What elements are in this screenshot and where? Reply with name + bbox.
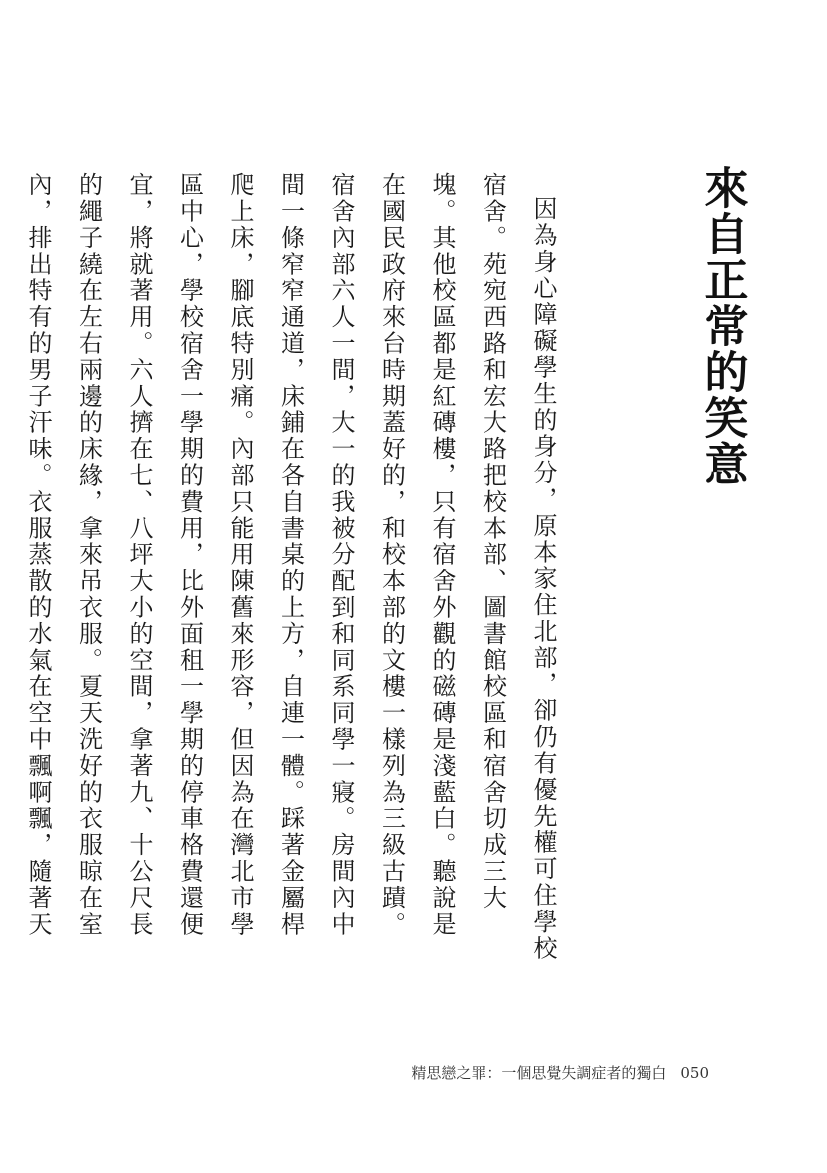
- running-footer-book-title: 精思戀之罪：一個思覺失調症者的獨白: [411, 1064, 667, 1082]
- page-footer: [411, 1062, 709, 1083]
- paragraph: 因為身心障礙學生的身分，原本家住北部，卻仍有優先權可住學校宿舍。苑宛西路和宏大路把校本部、圖書館校區和宿舍切成三大塊。其他校區都是紅磚樓，只有宿舍外觀的磁磚是淺藍白。聽說是在國民政府來台時期蓋好的，和校本部的文樓一樣列為三級古蹟。宿舍內部六人一間，大一的我被分配到和同系同學一寢。房間內中間一條窄窄通道，床鋪在各自書桌的上方，自連一體。踩著金屬桿爬上床，腳底特別痛。內部只能用陳舊來形容，但因為在灣北市學區中心，學校宿舍一學期的費用，比外面租一學期的停車格費還便宜，將就著用。六人擠在七、八坪大小的空間，拿著九、十公尺長的繩子繞在左右兩邊的床緣，拿來吊衣服。夏天洗好的衣服晾在室內，排出特有的男子汗味。衣服蒸散的水氣在空中飄啊飄，隨著天: [24, 172, 557, 962]
- chapter-title: 來自正常的笑意: [696, 165, 748, 487]
- page-number: 050: [680, 1064, 709, 1082]
- body-text: [24, 172, 568, 962]
